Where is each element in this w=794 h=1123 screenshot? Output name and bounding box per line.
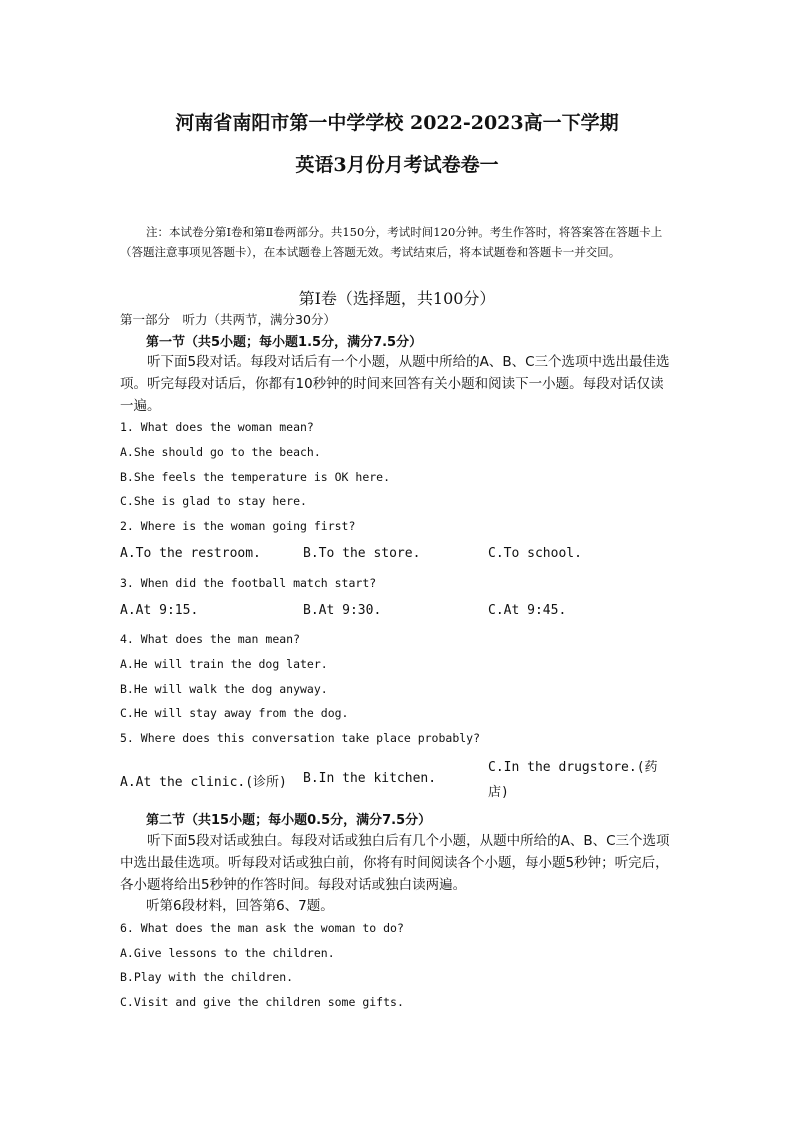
q4-option-b: B.He will walk the dog anyway. <box>120 682 328 696</box>
q5-option-b: B.In the kitchen. <box>303 771 437 786</box>
q1-option-a: A.She should go to the beach. <box>120 445 321 459</box>
section2-heading: 第二节（共15小题；每小题0.5分，满分7.5分） <box>146 813 432 828</box>
q3-option-b: B.At 9:30. <box>303 603 382 618</box>
q2-option-c: C.To school. <box>488 546 582 561</box>
section2-material-6: 听第6段材料，回答第6、7题。 <box>146 898 334 914</box>
q5-option-c: C.In the drugstore.(药店) <box>488 760 658 800</box>
q1-option-b: B.She feels the temperature is OK here. <box>120 470 391 484</box>
q2-stem: 2. Where is the woman going first? <box>120 519 356 533</box>
q6-option-b: B.Play with the children. <box>120 970 294 984</box>
section1-heading: 第一节（共5小题；每小题1.5分，满分7.5分） <box>146 335 423 350</box>
q4-option-c: C.He will stay away from the dog. <box>120 706 349 720</box>
exam-title-line1: 河南省南阳市第一中学学校 2022-2023高一下学期 <box>175 112 619 134</box>
q3-option-c: C.At 9:45. <box>488 603 567 618</box>
q2-option-b: B.To the store. <box>303 546 421 561</box>
section2-instructions: 听下面5段对话或独白。每段对话或独白后有几个小题，从题中所给的A、B、C三个选项中选出最佳选项。听每段对话或独白前，你将有时间阅读各个小题，每小题5秒钟；听完后，各小题将给出5秒钟的作答时间。每段对话或独白读两遍。 <box>120 833 670 893</box>
part1-heading: 第一部分 听力（共两节，满分30分） <box>120 312 336 327</box>
q4-option-a: A.He will train the dog later. <box>120 657 328 671</box>
q6-option-c: C.Visit and give the children some gifts. <box>120 995 404 1009</box>
q4-stem: 4. What does the man mean? <box>120 632 301 646</box>
q6-option-a: A.Give lessons to the children. <box>120 946 335 960</box>
q5-option-a: A.At the clinic.(诊所) <box>120 775 287 790</box>
volume1-heading: 第Ⅰ卷（选择题，共100分） <box>298 289 496 308</box>
exam-title-line2: 英语3月份月考试卷卷一 <box>295 154 499 176</box>
q3-option-a: A.At 9:15. <box>120 603 199 618</box>
q2-option-a: A.To the restroom. <box>120 546 261 561</box>
q1-option-c: C.She is glad to stay here. <box>120 494 307 508</box>
section1-instructions: 听下面5段对话。每段对话后有一个小题，从题中所给的A、B、C三个选项中选出最佳选项。听完每段对话后，你都有10秒钟的时间来回答有关小题和阅读下一小题。每段对话仅读一遍。 <box>120 354 670 414</box>
q1-stem: 1. What does the woman mean? <box>120 420 314 434</box>
q3-stem: 3. When did the football match start? <box>120 576 377 590</box>
q6-stem: 6. What does the man ask the woman to do? <box>120 921 404 935</box>
q5-stem: 5. Where does this conversation take place probably? <box>120 731 481 745</box>
exam-notice: 注：本试卷分第Ⅰ卷和第Ⅱ卷两部分。共150分，考试时间120分钟。考生作答时，将答案答在答题卡上（答题注意事项见答题卡），在本试题卷上答题无效。考试结束后，将本试题卷和答题卡一并交回。 <box>120 225 663 259</box>
